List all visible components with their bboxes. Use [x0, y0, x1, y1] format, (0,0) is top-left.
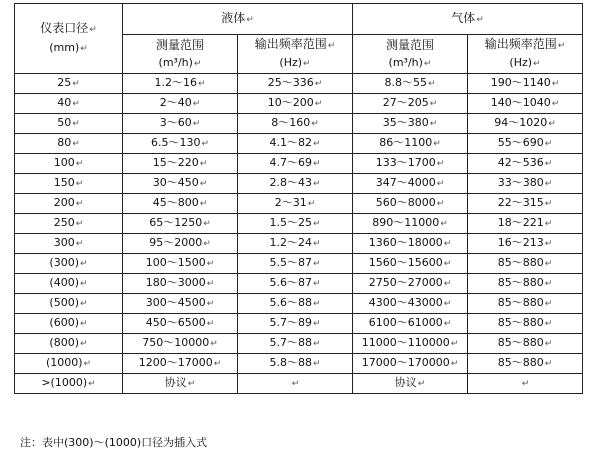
cell-gr: 1560～15600 ↵ [353, 254, 468, 274]
cell-gf: 85～880 ↵ [468, 254, 583, 274]
cell-gf: 140～1040 ↵ [468, 94, 583, 114]
diameter-header-cell [15, 4, 123, 74]
diameter-unit: (mm) ↵ [15, 41, 122, 56]
cell-gf: 16～213 ↵ [468, 234, 583, 254]
cell-gr: 1360～18000 ↵ [353, 234, 468, 254]
cell-gf: 85～880 ↵ [468, 354, 583, 374]
cell-gr: 560～8000 ↵ [353, 194, 468, 214]
cell-gr: 2750～27000 ↵ [353, 274, 468, 294]
table-footnote: 注：表中(300)～(1000)口径为插入式 [20, 436, 208, 449]
cell-lr: 1.2～16 ↵ [123, 74, 238, 94]
cell-d: 50 ↵ [15, 114, 123, 134]
table-row [15, 94, 583, 114]
cell-gf: 22～315 ↵ [468, 194, 583, 214]
cell-d: >(1000) ↵ [15, 374, 123, 394]
table-row [15, 314, 583, 334]
cell-lr: 30～450 ↵ [123, 174, 238, 194]
cell-lf: 5.7～88 ↵ [238, 334, 353, 354]
cell-gr: 86～1100 ↵ [353, 134, 468, 154]
cell-gf: 18～221 ↵ [468, 214, 583, 234]
cell-d: 300 ↵ [15, 234, 123, 254]
table-row [15, 354, 583, 374]
flowmeter-spec-table [14, 3, 583, 394]
cell-gr: 4300～43000 ↵ [353, 294, 468, 314]
cell-gr: 133～1700 ↵ [353, 154, 468, 174]
cell-gf [468, 374, 583, 394]
cell-lf: 25～336 ↵ [238, 74, 353, 94]
cell-lr: 450～6500 ↵ [123, 314, 238, 334]
cell-lr: 3～60 ↵ [123, 114, 238, 134]
cell-gr: 协议 ↵ [353, 374, 468, 394]
gas-range-unit: (m³/h) ↵ [353, 54, 468, 74]
cell-gr: 17000～170000 ↵ [353, 354, 468, 374]
table-row [15, 334, 583, 354]
cell-lf: 5.7～89 ↵ [238, 314, 353, 334]
liquid-freq-label: 输出频率范围 ↵ [238, 35, 353, 55]
table-row [15, 134, 583, 154]
cell-gf: 33～380 ↵ [468, 174, 583, 194]
gas-freq-label: 输出频率范围 ↵ [468, 35, 583, 55]
cell-gr: 11000～110000 ↵ [353, 334, 468, 354]
cell-d: (600) ↵ [15, 314, 123, 334]
table-row [15, 294, 583, 314]
table-row [15, 254, 583, 274]
cell-lr: 750～10000 ↵ [123, 334, 238, 354]
table-row [15, 234, 583, 254]
table-row [15, 74, 583, 94]
liquid-range-label: 测量范围 [123, 35, 238, 55]
cell-lf: 4.7～69 ↵ [238, 154, 353, 174]
cell-gr: 890～11000 ↵ [353, 214, 468, 234]
table-row [15, 114, 583, 134]
cell-d: (300) ↵ [15, 254, 123, 274]
cell-lf: 8～160 ↵ [238, 114, 353, 134]
cell-lr: 100～1500 ↵ [123, 254, 238, 274]
cell-d: (500) ↵ [15, 294, 123, 314]
cell-gf: 85～880 ↵ [468, 294, 583, 314]
gas-freq-unit: (Hz) ↵ [468, 54, 583, 74]
cell-gr: 347～4000 ↵ [353, 174, 468, 194]
cell-d: (1000) ↵ [15, 354, 123, 374]
cell-lf: 2～31 ↵ [238, 194, 353, 214]
cell-d: 40 ↵ [15, 94, 123, 114]
cell-lf: 2.8～43 ↵ [238, 174, 353, 194]
cell-d: 150 ↵ [15, 174, 123, 194]
cell-lf [238, 374, 353, 394]
cell-gf: 85～880 ↵ [468, 334, 583, 354]
cell-gf: 85～880 ↵ [468, 314, 583, 334]
cell-gf: 55～690 ↵ [468, 134, 583, 154]
table-row [15, 174, 583, 194]
cell-lr: 180～3000 ↵ [123, 274, 238, 294]
cell-d: (400) ↵ [15, 274, 123, 294]
cell-d: 80 ↵ [15, 134, 123, 154]
cell-lr: 1200～17000 ↵ [123, 354, 238, 374]
cell-gf: 190～1140 ↵ [468, 74, 583, 94]
cell-gf: 85～880 ↵ [468, 274, 583, 294]
cell-lf: 1.2～24 ↵ [238, 234, 353, 254]
cell-lf: 10～200 ↵ [238, 94, 353, 114]
cell-lr: 6.5～130 ↵ [123, 134, 238, 154]
table-row [15, 194, 583, 214]
cell-gf: 42～536 ↵ [468, 154, 583, 174]
cell-gr: 27～205 ↵ [353, 94, 468, 114]
cell-d: 250 ↵ [15, 214, 123, 234]
liquid-range-unit: (m³/h) ↵ [123, 54, 238, 74]
cell-lf: 5.6～87 ↵ [238, 274, 353, 294]
table-row [15, 154, 583, 174]
liquid-header: 液体 ↵ [123, 4, 353, 35]
gas-range-label: 测量范围 [353, 35, 468, 55]
cell-lr: 45～800 ↵ [123, 194, 238, 214]
table-row [15, 214, 583, 234]
cell-gr: 8.8～55 ↵ [353, 74, 468, 94]
cell-d: 100 ↵ [15, 154, 123, 174]
liquid-freq-unit: (Hz) ↵ [238, 54, 353, 74]
table-row [15, 274, 583, 294]
cell-gf: 94～1020 ↵ [468, 114, 583, 134]
cell-lf: 5.5～87 ↵ [238, 254, 353, 274]
cell-d: (800) ↵ [15, 334, 123, 354]
cell-lr: 65～1250 ↵ [123, 214, 238, 234]
gas-header: 气体 ↵ [353, 4, 583, 35]
cell-d: 200 ↵ [15, 194, 123, 214]
cell-gr: 6100～61000 ↵ [353, 314, 468, 334]
table-row [15, 374, 583, 394]
cell-lr: 95～2000 ↵ [123, 234, 238, 254]
cell-lr: 300～4500 ↵ [123, 294, 238, 314]
cell-lf: 5.8～88 ↵ [238, 354, 353, 374]
cell-gr: 35～380 ↵ [353, 114, 468, 134]
cell-lr: 2～40 ↵ [123, 94, 238, 114]
cell-d: 25 ↵ [15, 74, 123, 94]
cell-lf: 1.5～25 ↵ [238, 214, 353, 234]
cell-lr: 协议 ↵ [123, 374, 238, 394]
cell-lf: 4.1～82 ↵ [238, 134, 353, 154]
cell-lr: 15～220 ↵ [123, 154, 238, 174]
cell-lf: 5.6～88 ↵ [238, 294, 353, 314]
diameter-label: 仪表口径 ↵ [15, 21, 122, 37]
